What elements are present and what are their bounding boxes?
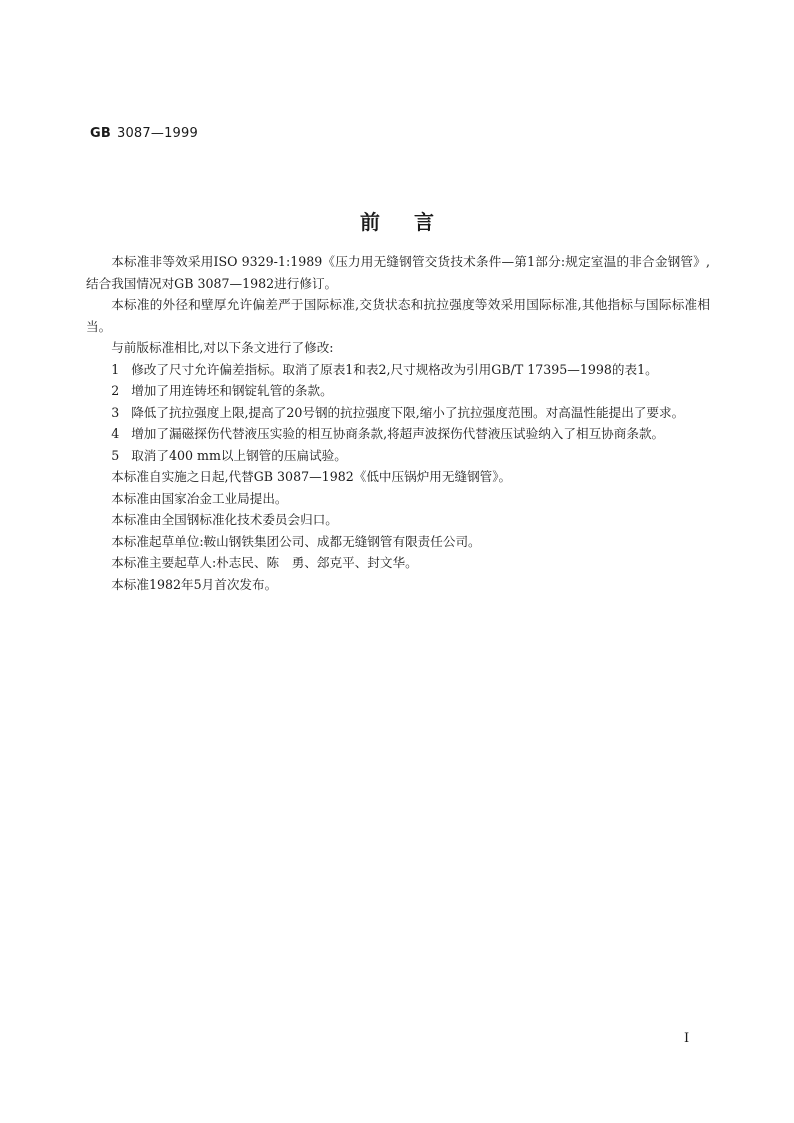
paragraph: 本标准由国家冶金工业局提出。: [111, 490, 288, 506]
list-item: [86, 359, 710, 381]
paragraph: 本标准主要起草人:朴志民、陈 勇、郐克平、封文华。: [111, 555, 418, 570]
list-item-text: 降低了抗拉强度上限,提高了20号钢的抗拉强度下限,缩小了抗拉强度范围。对高温性能提出了要求。: [131, 404, 685, 420]
list-item-text: 修改了尺寸允许偏差指标。取消了原表1和表2,尺寸规格改为引用GB/T 17395—1998的表1。: [131, 361, 658, 377]
list-item: [86, 445, 710, 467]
standard-code-number: 3087—1999: [116, 126, 198, 141]
list-item: [86, 380, 710, 402]
list-item-text: 增加了用连铸坯和钢锭轧管的条款。: [131, 383, 333, 398]
page-title: 前言: [360, 210, 468, 234]
page-number: I: [684, 1031, 690, 1046]
list-item-text: 取消了400 mm以上钢管的压扁试验。: [131, 447, 347, 463]
foreword-body: [86, 251, 710, 595]
paragraph: 本标准非等效采用ISO 9329-1:1989《压力用无缝钢管交货技术条件—第1部分:规定室温的非合金钢管》,结合我国情况对GB 3087—1982进行修订。: [86, 254, 710, 291]
list-item-number: 1: [111, 361, 120, 377]
list-item-text: 增加了漏磁探伤代替液压实验的相互协商条款,将超声波探伤代替液压试验纳入了相互协商条款。: [131, 426, 665, 441]
paragraph: 本标准自实施之日起,代替GB 3087—1982《低中压锅炉用无缝钢管》。: [111, 469, 512, 484]
standard-code: [90, 126, 198, 141]
list-item-number: 3: [111, 404, 120, 420]
list-item-number: 2: [111, 383, 120, 398]
list-item-number: 4: [111, 426, 120, 441]
paragraph: 本标准1982年5月首次发布。: [111, 576, 278, 592]
paragraph: 本标准的外径和壁厚允许偏差严于国际标准,交货状态和抗拉强度等效采用国际标准,其他指标与国际标准相当。: [86, 297, 710, 334]
list-item: [86, 402, 710, 424]
list-item: [86, 423, 710, 445]
paragraph: 本标准由全国钢标准化技术委员会归口。: [111, 512, 338, 527]
list-item-number: 5: [111, 447, 120, 463]
paragraph: 本标准起草单位:鞍山钢铁集团公司、成都无缝钢管有限责任公司。: [111, 533, 481, 549]
paragraph: 与前版标准相比,对以下条文进行了修改:: [111, 340, 334, 355]
standard-code-prefix: GB: [90, 126, 111, 141]
